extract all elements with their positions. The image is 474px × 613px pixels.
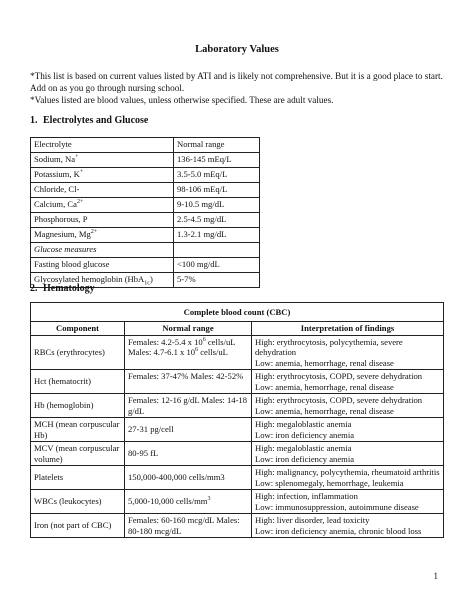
electrolyte-name: Calcium, $Ca^{2+}$ bbox=[31, 198, 174, 213]
intro-notes bbox=[30, 70, 446, 106]
electrolyte-range: 1.3-2.1 mg/dL bbox=[174, 228, 260, 243]
interpretation bbox=[252, 418, 444, 442]
cbc-caption-row bbox=[31, 303, 444, 322]
interpretation-high: High: infection, inflammation bbox=[255, 491, 358, 501]
normal-range: 80-95 fL bbox=[125, 442, 252, 466]
normal-range: 5,000-10,000 cells/$mm^3$ bbox=[125, 490, 252, 514]
interpretation-low: Low: iron deficiency anemia, chronic blood loss bbox=[255, 525, 422, 536]
electrolyte-range: 9-10.5 mg/dL bbox=[174, 198, 260, 213]
electrolyte-range: 3.5-5.0 mEq/L bbox=[174, 168, 260, 183]
interpretation-high: High: megaloblastic anemia bbox=[255, 443, 352, 453]
interpretation bbox=[252, 514, 444, 538]
interpretation-low: Low: anemia, hemorrhage, renal disease bbox=[255, 381, 394, 392]
table-header-row bbox=[31, 322, 444, 336]
interpretation-low: Low: iron deficiency anemia bbox=[255, 453, 355, 464]
table-row bbox=[31, 335, 444, 370]
interpretation-low: Low: anemia, hemorrhage, renal disease bbox=[255, 357, 394, 368]
header-component: Component bbox=[31, 322, 125, 336]
page-number: 1 bbox=[433, 571, 438, 581]
cbc-table bbox=[30, 302, 444, 538]
electrolyte-name: Sodium, Na+ bbox=[31, 153, 174, 168]
interpretation-high: High: malignancy, polycythemia, rheumatoid arthritis bbox=[255, 467, 440, 477]
intro-note-2: *Values listed are blood values, unless otherwise specified. These are adult values. bbox=[30, 95, 334, 105]
table-row bbox=[31, 514, 444, 538]
normal-range: 27-31 pg/cell bbox=[125, 418, 252, 442]
component-name: Hct (hematocrit) bbox=[31, 370, 125, 394]
table-row bbox=[31, 153, 260, 168]
interpretation bbox=[252, 466, 444, 490]
table-row bbox=[31, 213, 260, 228]
section-number: 2. bbox=[30, 283, 38, 294]
interpretation-low: Low: splenomegaly, hemorrhage, leukemia bbox=[255, 477, 404, 488]
glucose-name: Fasting blood glucose bbox=[31, 258, 174, 273]
normal-range: Females: 12-16 g/dL Males: 14-18 g/dL bbox=[125, 394, 252, 418]
table-row bbox=[31, 258, 260, 273]
header-normal-range: Normal range bbox=[174, 138, 260, 153]
section-number: 1. bbox=[30, 115, 38, 126]
table-row bbox=[31, 394, 444, 418]
intro-note-1: *This list is based on current values listed by ATI and is likely not comprehensive. But it is a good place to start. Add on as you go through nursing school. bbox=[30, 71, 443, 93]
table-row bbox=[31, 183, 260, 198]
interpretation bbox=[252, 490, 444, 514]
interpretation-high: High: liver disorder, lead toxicity bbox=[255, 515, 370, 525]
glucose-range: 5-7% bbox=[174, 273, 260, 288]
component-name: Hb (hemoglobin) bbox=[31, 394, 125, 418]
normal-range: 150,000-400,000 cells/mm3 bbox=[125, 466, 252, 490]
glucose-range: <100 mg/dL bbox=[174, 258, 260, 273]
section-heading-hematology bbox=[30, 283, 95, 294]
interpretation-high: High: erythrocytosis, COPD, severe dehydration bbox=[255, 371, 423, 381]
header-interpretation: Interpretation of findings bbox=[252, 322, 444, 336]
interpretation bbox=[252, 394, 444, 418]
table-row bbox=[31, 228, 260, 243]
component-name: WBCs (leukocytes) bbox=[31, 490, 125, 514]
electrolyte-name: Chloride, Cl- bbox=[31, 183, 174, 198]
table-row bbox=[31, 418, 444, 442]
section-title: Electrolytes and Glucose bbox=[43, 115, 149, 126]
interpretation-low: Low: iron deficiency anemia bbox=[255, 429, 355, 440]
component-name: MCH (mean corpuscular Hb) bbox=[31, 418, 125, 442]
cbc-caption: Complete blood count (CBC) bbox=[31, 303, 444, 322]
electrolyte-range: 98-106 mEq/L bbox=[174, 183, 260, 198]
page-title: Laboratory Values bbox=[195, 44, 279, 55]
table-row bbox=[31, 490, 444, 514]
electrolyte-range: 2.5-4.5 mg/dL bbox=[174, 213, 260, 228]
header-electrolyte: Electrolyte bbox=[31, 138, 174, 153]
interpretation-high: High: erythrocytosis, COPD, severe dehydration bbox=[255, 395, 423, 405]
interpretation bbox=[252, 442, 444, 466]
glucose-name: Glycosylated hemoglobin (HbA$_{1c}$) bbox=[31, 273, 174, 288]
interpretation bbox=[252, 335, 444, 370]
electrolytes-table bbox=[30, 137, 260, 288]
table-row bbox=[31, 370, 444, 394]
interpretation-high: High: erythrocytosis, polycythemia, severe dehydration bbox=[255, 336, 403, 357]
normal-range: Females: 37-47% Males: 42-52% bbox=[125, 370, 252, 394]
component-name: Platelets bbox=[31, 466, 125, 490]
interpretation-low: Low: immunosuppression, autoimmune disease bbox=[255, 501, 419, 512]
electrolyte-name: Potassium, K+ bbox=[31, 168, 174, 183]
table-row bbox=[31, 168, 260, 183]
normal-range: Females: 4.2-5.4 x $10^6$ cells/uL Males: 4.7-6.1 x $10^6$ cells/uL bbox=[125, 335, 252, 370]
normal-range: Females: 60-160 mcg/dL Males: 80-180 mcg/dL bbox=[125, 514, 252, 538]
glucose-subheader: Glucose measures bbox=[31, 243, 174, 258]
section-title: Hematology bbox=[43, 283, 95, 294]
empty-cell bbox=[174, 243, 260, 258]
electrolyte-name: Magnesium, $Mg^{2+}$ bbox=[31, 228, 174, 243]
glucose-subheader-row bbox=[31, 243, 260, 258]
header-normal-range: Normal range bbox=[125, 322, 252, 336]
component-name: RBCs (erythrocytes) bbox=[31, 335, 125, 370]
interpretation-low: Low: anemia, hemorrhage, renal disease bbox=[255, 405, 394, 416]
electrolyte-name: Phosphorous, P bbox=[31, 213, 174, 228]
table-header-row bbox=[31, 138, 260, 153]
component-name: MCV (mean corpuscular volume) bbox=[31, 442, 125, 466]
interpretation-high: High: megaloblastic anemia bbox=[255, 419, 352, 429]
table-row bbox=[31, 198, 260, 213]
table-row bbox=[31, 442, 444, 466]
interpretation bbox=[252, 370, 444, 394]
section-heading-electrolytes bbox=[30, 115, 148, 126]
table-row bbox=[31, 466, 444, 490]
electrolyte-range: 136-145 mEq/L bbox=[174, 153, 260, 168]
component-name: Iron (not part of CBC) bbox=[31, 514, 125, 538]
